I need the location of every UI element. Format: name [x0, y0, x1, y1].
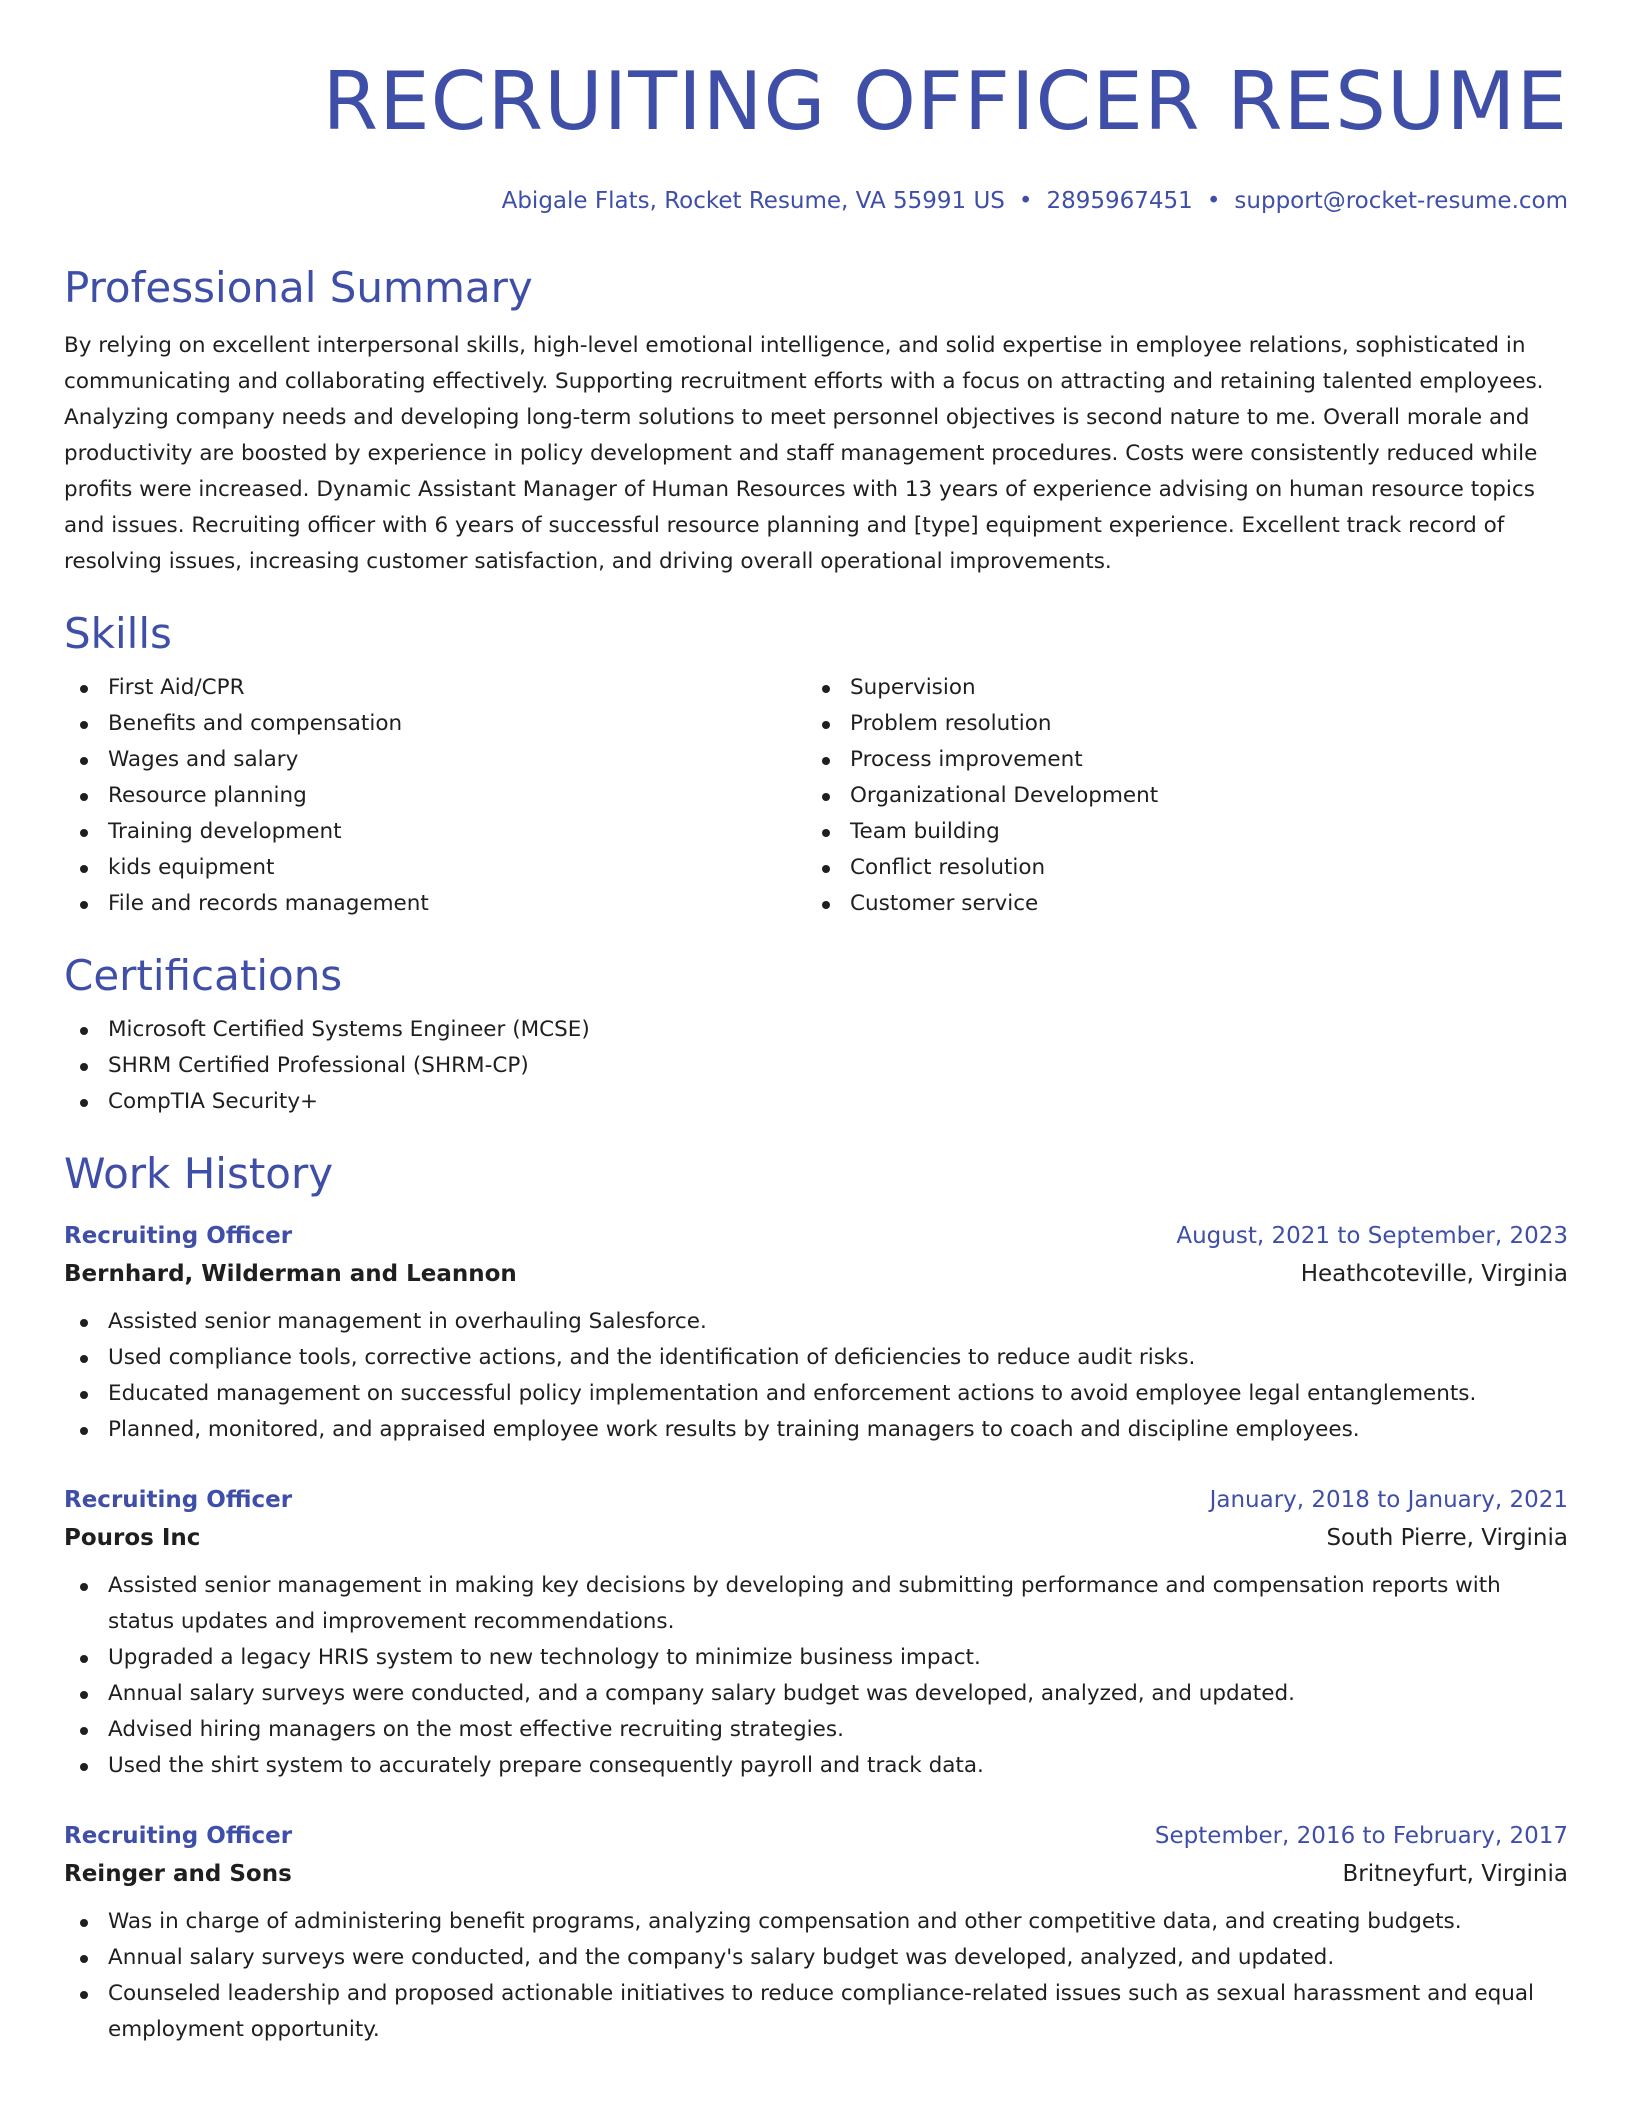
skills-column-left: [64, 670, 806, 922]
contact-address: Abigale Flats, Rocket Resume, VA 55991 US: [501, 188, 1005, 214]
skill-item: kids equipment: [64, 850, 806, 886]
job-company: Pouros Inc: [64, 1525, 201, 1551]
job-bullet: Planned, monitored, and appraised employee work results by training managers to coach and discipline employees.: [64, 1412, 1568, 1448]
skill-item: Process improvement: [806, 742, 1548, 778]
certifications-heading: Certifications: [64, 951, 343, 1000]
job-entry: [64, 1218, 1568, 1448]
contact-phone: 2895967451: [1046, 188, 1193, 214]
skill-item: First Aid/CPR: [64, 670, 806, 706]
work-history-section: [64, 1146, 1568, 2048]
job-location: South Pierre, Virginia: [1326, 1525, 1568, 1551]
skill-item: Resource planning: [64, 778, 806, 814]
job-entry: [64, 1482, 1568, 1784]
skills-section: [64, 606, 1568, 922]
skill-item: Customer service: [806, 886, 1548, 922]
job-header-row: [64, 1818, 1568, 1854]
certification-item: Microsoft Certified Systems Engineer (MCSE): [64, 1012, 1568, 1048]
resume-title: RECRUITING OFFICER RESUME: [322, 55, 1568, 148]
job-dates: September, 2016 to February, 2017: [1154, 1823, 1568, 1849]
skill-item: Team building: [806, 814, 1548, 850]
job-bullet: Annual salary surveys were conducted, and a company salary budget was developed, analyzed, and updated.: [64, 1676, 1568, 1712]
job-location: Britneyfurt, Virginia: [1342, 1861, 1568, 1887]
certifications-list: [64, 1012, 1568, 1120]
skills-column-right: [806, 670, 1548, 922]
job-bullets: [64, 1568, 1568, 1784]
skill-item: Organizational Development: [806, 778, 1548, 814]
job-company-row: [64, 1254, 1568, 1294]
job-dates: January, 2018 to January, 2021: [1209, 1487, 1568, 1513]
skills-list-left: [64, 670, 806, 922]
summary-heading: Professional Summary: [64, 263, 533, 312]
job-bullet: Upgraded a legacy HRIS system to new technology to minimize business impact.: [64, 1640, 1568, 1676]
summary-text: By relying on excellent interpersonal skills, high-level emotional intelligence, and solid expertise in employee relations, sophisticated in communicating and collaborating effectively. Supporting recruitment efforts with a focus on attracting and retaining talented employees. Analyzing company needs and developing long-term solutions to meet personnel objectives is second nature to me. Overall morale and productivity are boosted by experience in policy development and staff management procedures. Costs were consistently reduced while profits were increased. Dynamic Assistant Manager of Human Resources with 13 years of experience advising on human resource topics and issues. Recruiting officer with 6 years of successful resource planning and [type] equipment experience. Excellent track record of resolving issues, increasing customer satisfaction, and driving overall operational improvements.: [64, 333, 1544, 574]
job-bullets: [64, 1904, 1568, 2048]
certification-item: CompTIA Security+: [64, 1084, 1568, 1120]
job-location: Heathcoteville, Virginia: [1300, 1261, 1568, 1287]
skill-item: Problem resolution: [806, 706, 1548, 742]
job-bullet: Used compliance tools, corrective actions, and the identification of deficiencies to reduce audit risks.: [64, 1340, 1568, 1376]
job-bullet: Assisted senior management in making key decisions by developing and submitting performance and compensation reports with status updates and improvement recommendations.: [64, 1568, 1568, 1640]
job-bullet: Was in charge of administering benefit programs, analyzing compensation and other competitive data, and creating budgets.: [64, 1904, 1568, 1940]
job-bullet: Used the shirt system to accurately prepare consequently payroll and track data.: [64, 1748, 1568, 1784]
skill-item: Training development: [64, 814, 806, 850]
skill-item: File and records management: [64, 886, 806, 922]
job-bullet: Annual salary surveys were conducted, and the company's salary budget was developed, analyzed, and updated.: [64, 1940, 1568, 1976]
resume-page: [64, 0, 1568, 2048]
job-bullet: Assisted senior management in overhauling Salesforce.: [64, 1304, 1568, 1340]
skills-list-right: [806, 670, 1548, 922]
contact-line: [64, 186, 1568, 216]
job-bullet: Educated management on successful policy implementation and enforcement actions to avoid employee legal entanglements.: [64, 1376, 1568, 1412]
job-header-row: [64, 1482, 1568, 1518]
professional-summary-section: [64, 260, 1568, 580]
job-bullet: Advised hiring managers on the most effective recruiting strategies.: [64, 1712, 1568, 1748]
skill-item: Conflict resolution: [806, 850, 1548, 886]
job-header-row: [64, 1218, 1568, 1254]
skill-item: Benefits and compensation: [64, 706, 806, 742]
job-dates: August, 2021 to September, 2023: [1176, 1223, 1568, 1249]
work-history-heading: Work History: [64, 1149, 334, 1198]
certifications-section: [64, 948, 1568, 1120]
job-role: Recruiting Officer: [64, 1223, 293, 1249]
contact-email[interactable]: support@rocket-resume.com: [1234, 188, 1568, 214]
contact-separator: •: [1206, 188, 1221, 214]
skills-grid: [64, 670, 1568, 922]
job-role: Recruiting Officer: [64, 1487, 293, 1513]
skills-heading: Skills: [64, 609, 172, 658]
skill-item: Supervision: [806, 670, 1548, 706]
job-company: Reinger and Sons: [64, 1861, 292, 1887]
job-bullets: [64, 1304, 1568, 1448]
job-company-row: [64, 1854, 1568, 1894]
job-entry: [64, 1818, 1568, 2048]
skill-item: Wages and salary: [64, 742, 806, 778]
certification-item: SHRM Certified Professional (SHRM-CP): [64, 1048, 1568, 1084]
job-company-row: [64, 1518, 1568, 1558]
contact-separator: •: [1018, 188, 1033, 214]
job-company: Bernhard, Wilderman and Leannon: [64, 1261, 517, 1287]
job-bullet: Counseled leadership and proposed actionable initiatives to reduce compliance-related issues such as sexual harassment and equal employment opportunity.: [64, 1976, 1568, 2048]
job-role: Recruiting Officer: [64, 1823, 293, 1849]
